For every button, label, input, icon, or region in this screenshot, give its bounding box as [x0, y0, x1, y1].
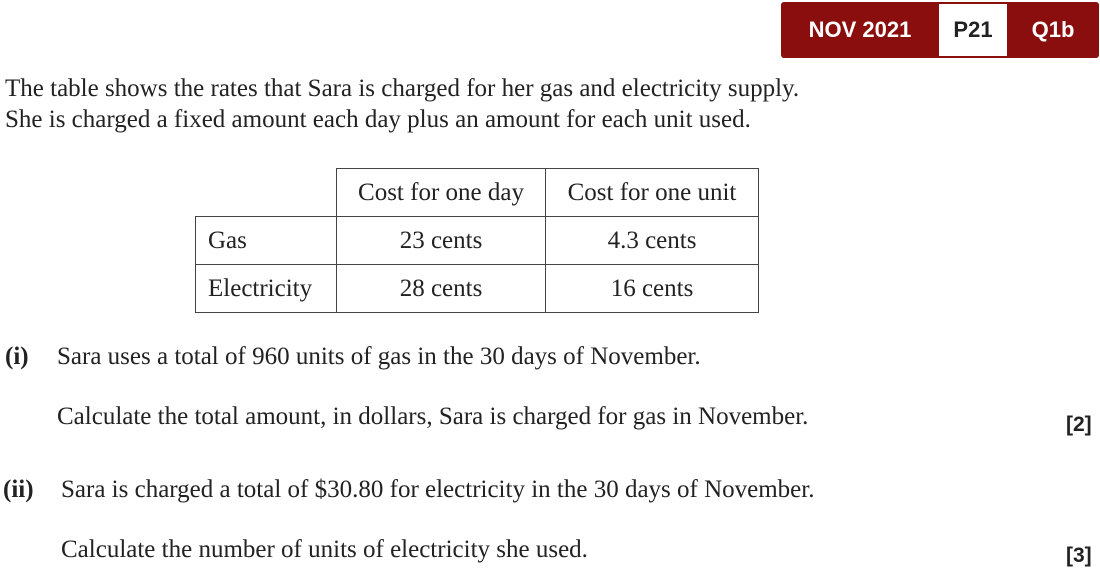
part-ii-statement: Sara is charged a total of $30.80 for electricity in the 30 days of November. [61, 476, 815, 503]
electricity-cost-per-unit: 16 cents [546, 265, 759, 313]
gas-cost-per-day: 23 cents [337, 217, 546, 265]
part-i-label: (i) [5, 343, 29, 370]
part-i-task: Calculate the total amount, in dollars, Sara is charged for gas in November. [57, 403, 809, 430]
part-i-marks: [2] [1066, 413, 1092, 436]
part-i-statement: Sara uses a total of 960 units of gas in the 30 days of November. [57, 343, 701, 370]
question-number-label: Q1b [1031, 17, 1075, 42]
part-ii-label: (ii) [3, 476, 34, 503]
question-reference-badge [781, 2, 1099, 58]
intro-line-1: The table shows the rates that Sara is charged for her gas and electricity supply. [5, 75, 800, 102]
table-row-electricity [196, 265, 759, 313]
part-ii-marks: [3] [1066, 544, 1092, 567]
paper-number-label: P21 [939, 4, 1007, 56]
gas-cost-per-unit: 4.3 cents [546, 217, 759, 265]
exam-session-label: NOV 2021 [808, 17, 912, 42]
electricity-cost-per-day: 28 cents [337, 265, 546, 313]
header-cost-per-day: Cost for one day [337, 169, 546, 217]
table-row-gas [196, 217, 759, 265]
rates-table [195, 168, 759, 313]
row-label-gas: Gas [196, 217, 337, 265]
question-intro [5, 73, 799, 135]
part-ii-task: Calculate the number of units of electricity she used. [61, 536, 588, 563]
table-header-row [196, 169, 759, 217]
header-cost-per-unit: Cost for one unit [546, 169, 759, 217]
row-label-electricity: Electricity [196, 265, 337, 313]
table-corner-cell [196, 169, 337, 217]
intro-line-2: She is charged a fixed amount each day plus an amount for each unit used. [5, 106, 751, 133]
